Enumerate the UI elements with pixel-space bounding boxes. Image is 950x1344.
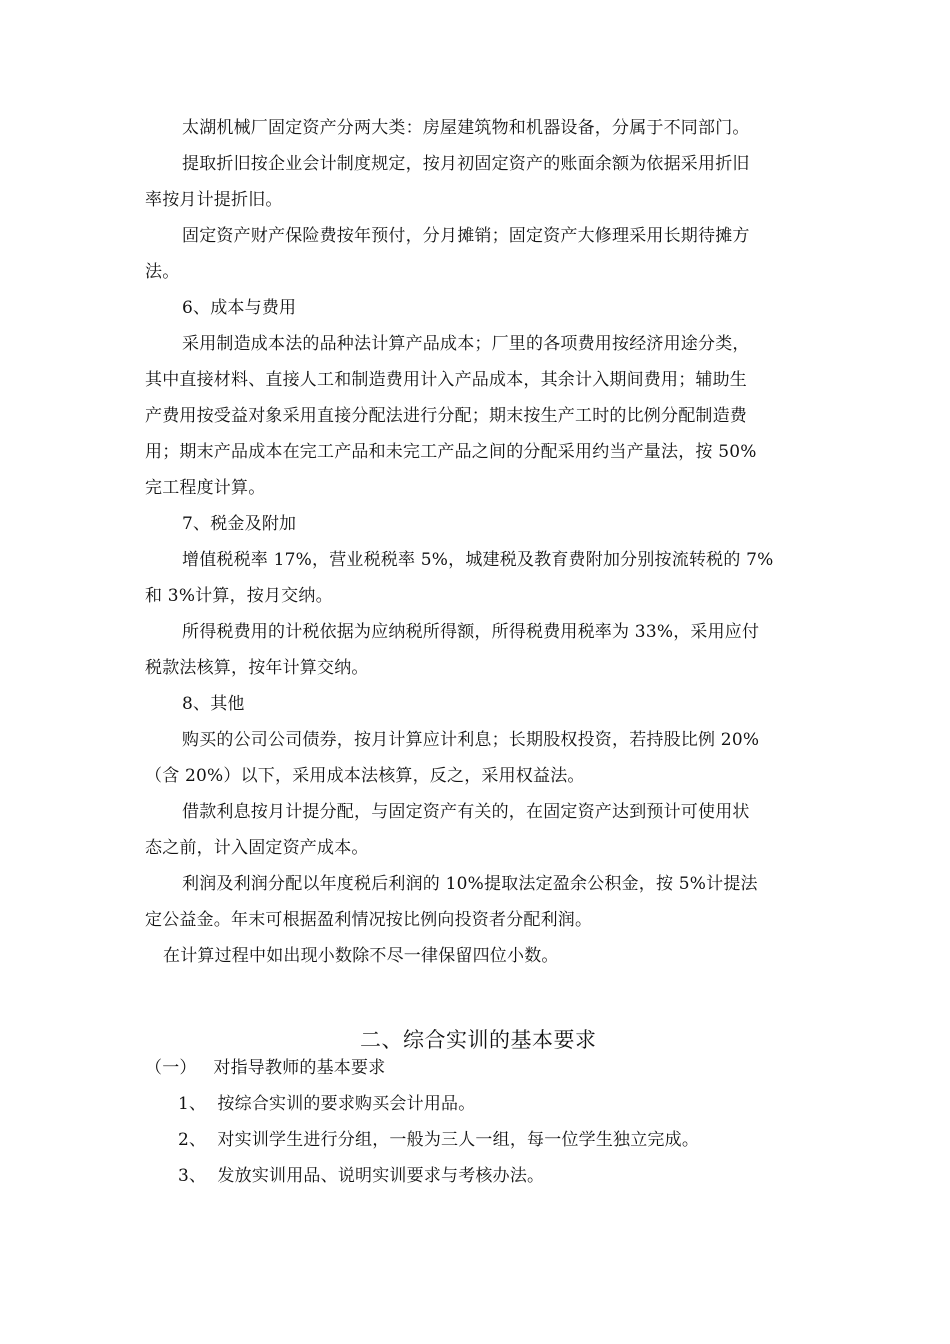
- requirement-item: 1、 按综合实训的要求购买会计用品。: [178, 1094, 476, 1114]
- paragraph-line: （含 20%）以下，采用成本法核算，反之，采用权益法。: [145, 766, 585, 786]
- paragraph-line: 产费用按受益对象采用直接分配法进行分配；期末按生产工时的比例分配制造费: [145, 406, 747, 426]
- paragraph-line: 所得税费用的计税依据为应纳税所得额，所得税费用税率为 33%，采用应付: [182, 622, 760, 642]
- paragraph-line: 态之前，计入固定资产成本。: [145, 838, 369, 858]
- requirement-item: 2、 对实训学生进行分组，一般为三人一组，每一位学生独立完成。: [178, 1130, 700, 1150]
- paragraph-line: 税款法核算，按年计算交纳。: [145, 658, 369, 678]
- paragraph-line: 购买的公司公司债券，按月计算应计利息；长期股权投资，若持股比例 20%: [182, 730, 760, 750]
- section-heading: 8、其他: [182, 694, 245, 714]
- paragraph-line: 提取折旧按企业会计制度规定，按月初固定资产的账面余额为依据采用折旧: [182, 154, 750, 174]
- section-heading: 7、税金及附加: [182, 514, 297, 534]
- paragraph-line: 增值税税率 17%，营业税税率 5%，城建税及教育费附加分别按流转税的 7%: [182, 550, 774, 570]
- section-title: 二、综合实训的基本要求: [360, 1028, 597, 1052]
- paragraph-line: 在计算过程中如出现小数除不尽一律保留四位小数。: [163, 946, 559, 966]
- requirement-item: 3、 发放实训用品、说明实训要求与考核办法。: [178, 1166, 545, 1186]
- paragraph-line: 定公益金。年末可根据盈利情况按比例向投资者分配利润。: [145, 910, 593, 930]
- paragraph-line: 和 3%计算，按月交纳。: [145, 586, 333, 606]
- paragraph-line: 其中直接材料、直接人工和制造费用计入产品成本，其余计入期间费用；辅助生: [145, 370, 747, 390]
- paragraph-line: 法。: [145, 262, 180, 282]
- paragraph-line: 太湖机械厂固定资产分两大类：房屋建筑物和机器设备，分属于不同部门。: [182, 118, 750, 138]
- paragraph-line: 借款利息按月计提分配，与固定资产有关的，在固定资产达到预计可使用状: [182, 802, 750, 822]
- paragraph-line: 完工程度计算。: [145, 478, 266, 498]
- paragraph-line: 用；期末产品成本在完工产品和未完工产品之间的分配采用约当产量法，按 50%: [145, 442, 757, 462]
- paragraph-line: 采用制造成本法的品种法计算产品成本；厂里的各项费用按经济用途分类，: [182, 334, 750, 354]
- paragraph-line: 率按月计提折旧。: [145, 190, 283, 210]
- subsection-title: （一） 对指导教师的基本要求: [145, 1058, 386, 1078]
- section-heading: 6、成本与费用: [182, 298, 297, 318]
- paragraph-line: 利润及利润分配以年度税后利润的 10%提取法定盈余公积金，按 5%计提法: [182, 874, 758, 894]
- paragraph-line: 固定资产财产保险费按年预付，分月摊销；固定资产大修理采用长期待摊方: [182, 226, 750, 246]
